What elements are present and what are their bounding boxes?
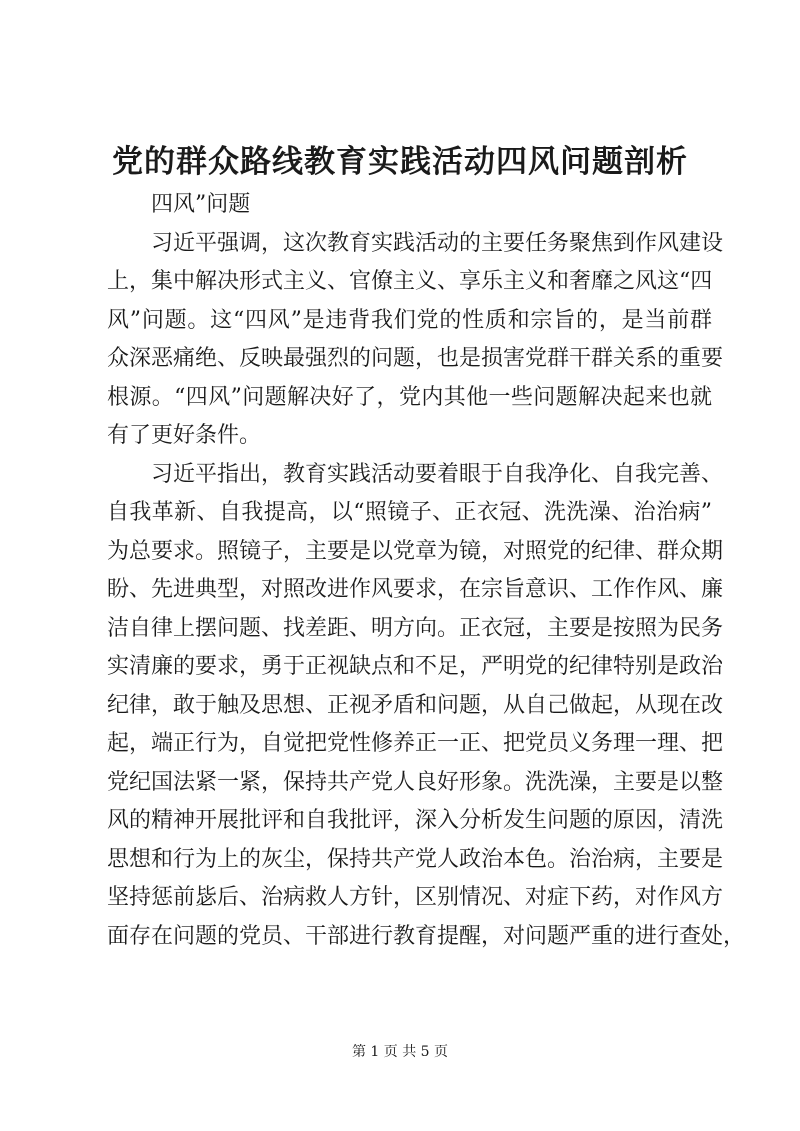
text-line: 起，端正行为，自觉把党性修养正一正、把党员义务理一理、把 [107, 731, 724, 756]
text-line: 习近平指出，教育实践活动要着眼于自我净化、自我完善、 [151, 461, 724, 487]
text-line: 众深恶痛绝、反映最强烈的问题，也是损害党群干群关系的重要 [107, 346, 724, 371]
text-line: 坚持惩前毖后、治病救人方针，区别情况、对症下药，对作风方 [107, 885, 724, 910]
text-line: 习近平强调，这次教育实践活动的主要任务聚焦到作风建设 [151, 230, 724, 256]
paragraph-2 [107, 456, 746, 957]
page-footer: 第 1 页 共 5 页 [351, 1044, 449, 1060]
text-line: 面存在问题的党员、干部进行教育提醒，对问题严重的进行查处， [107, 923, 746, 949]
text-line: 盼、先进典型，对照改进作风要求，在宗旨意识、工作作风、廉 [107, 577, 724, 602]
text-line: 实清廉的要求，勇于正视缺点和不足，严明党的纪律特别是政治 [107, 654, 724, 679]
document-title: 党的群众路线教育实践活动四风问题剖析 [112, 144, 688, 180]
text-line: 上，集中解决形式主义、官僚主义、享乐主义和奢靡之风这“四 [107, 269, 713, 294]
text-line: 思想和行为上的灰尘，保持共产党人政治本色。治治病，主要是 [107, 846, 724, 872]
text-line: 根源。“四风”问题解决好了，党内其他一些问题解决起来也就 [107, 384, 712, 410]
text-line: 自我革新、自我提高，以“照镜子、正衣冠、洗洗澡、治治病” [107, 500, 712, 525]
text-line: 洁自律上摆问题、找差距、明方向。正衣冠，主要是按照为民务 [107, 615, 724, 641]
section-subheading: 四风”问题 [151, 192, 251, 217]
paragraph-1 [107, 225, 724, 456]
text-line: 风”问题。这“四风”是违背我们党的性质和宗旨的，是当前群 [107, 307, 712, 333]
text-line: 纪律，敢于触及思想、正视矛盾和问题，从自己做起，从现在改 [107, 692, 724, 718]
text-line: 有了更好条件。 [107, 423, 262, 448]
document-body [107, 186, 746, 956]
text-line: 为总要求。照镜子，主要是以党章为镜，对照党的纪律、群众期 [107, 538, 724, 564]
text-line: 风的精神开展批评和自我批评，深入分析发生问题的原因，清洗 [107, 808, 724, 833]
text-line: 党纪国法紧一紧，保持共产党人良好形象。洗洗澡，主要是以整 [107, 769, 724, 795]
